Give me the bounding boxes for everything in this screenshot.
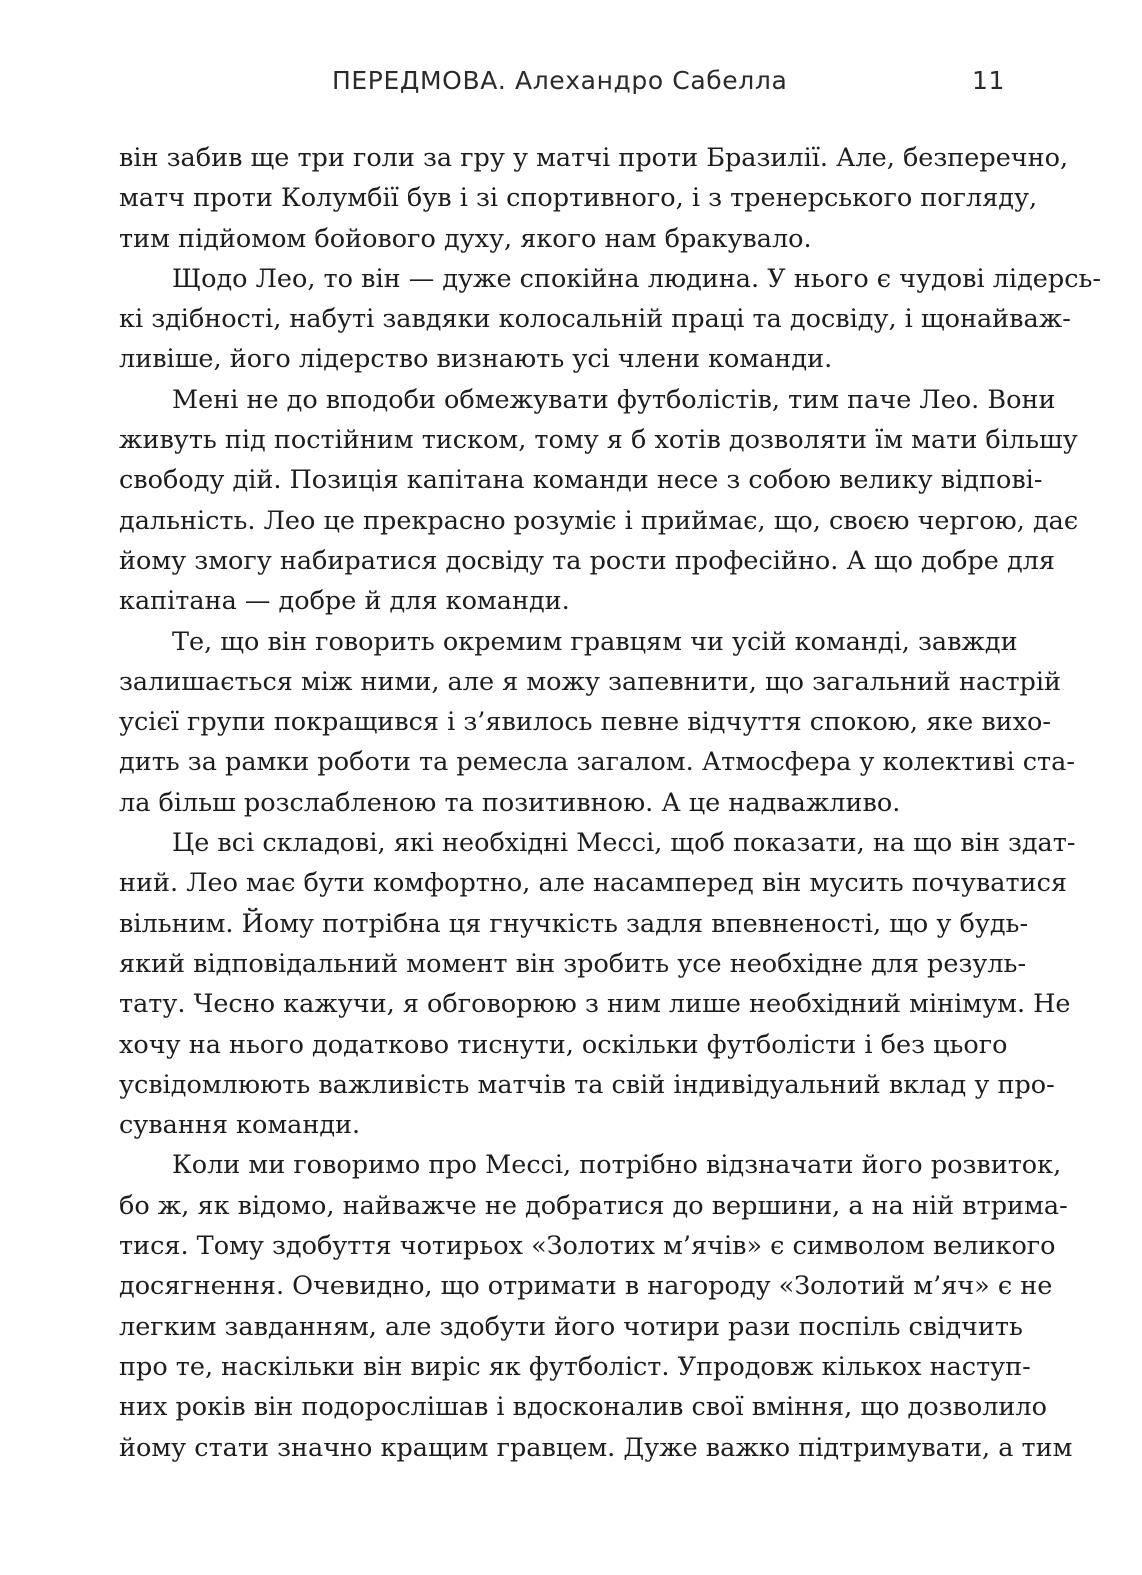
- text-line: матч проти Колумбії був і зі спортивного, і з тренерського погляду,: [119, 183, 1038, 214]
- text-line: Те, що він говорить окремим гравцям чи усій команді, завжди: [172, 626, 1018, 657]
- text-line: усієї групи покращився і з’явилось певне відчуття спокою, яке вихо-: [119, 707, 1052, 738]
- page-number: 11: [972, 66, 1006, 95]
- text-line: усвідомлюють важливість матчів та свій індивідуальний вклад у про-: [119, 1069, 1055, 1100]
- text-line: ний. Лео має бути комфортно, але насамперед він мусить почуватися: [119, 868, 1067, 899]
- text-line: ливіше, його лідерство визнають усі члени команди.: [119, 344, 833, 375]
- text-line: Мені не до вподоби обмежувати футболістів, тим паче Лео. Вони: [172, 384, 1056, 415]
- text-line: тату. Чесно кажучи, я обговорюю з ним лише необхідний мінімум. Не: [119, 989, 1071, 1020]
- text-line: йому змогу набиратися досвіду та рости професійно. А що добре для: [119, 545, 1055, 576]
- text-line: дить за рамки роботи та ремесла загалом. Атмосфера у колективі ста-: [119, 747, 1075, 778]
- text-line: сування команди.: [119, 1110, 361, 1141]
- text-line: про те, наскільки він виріс як футболіст. Упродовж кількох наступ-: [119, 1351, 1031, 1382]
- text-line: вільним. Йому потрібна ця гнучкість задля впевненості, що у будь-: [119, 908, 1029, 939]
- text-line: дальність. Лео це прекрасно розуміє і приймає, що, своєю чергою, дає: [119, 505, 1079, 536]
- body-text: [119, 138, 1101, 1468]
- text-line: залишається між ними, але я можу запевнити, що загальний настрій: [119, 666, 1062, 697]
- text-line: тися. Тому здобуття чотирьох «Золотих м’ячів» є символом великого: [119, 1231, 1056, 1262]
- text-line: тим підйомом бойового духу, якого нам бракувало.: [119, 223, 812, 254]
- text-line: легким завданням, але здобути його чотири рази поспіль свідчить: [119, 1311, 1023, 1342]
- text-line: він забив ще три голи за гру у матчі проти Бразилії. Але, безперечно,: [119, 143, 1069, 173]
- text-line: який відповідальний момент він зробить усе необхідне для резуль-: [119, 948, 1027, 979]
- text-line: ла більш розслабленою та позитивною. А це надважливо.: [119, 787, 901, 818]
- text-line: свободу дій. Позиція капітана команди несе з собою велику відпові-: [119, 465, 1043, 496]
- text-line: капітана — добре й для команди.: [119, 586, 570, 617]
- running-header: [0, 66, 1142, 102]
- running-head-title: ПЕРЕДМОВА. Алехандро Сабелла: [332, 66, 788, 95]
- text-line: живуть під постійним тиском, тому я б хотів дозволяти їм мати більшу: [119, 425, 1078, 456]
- text-line: йому стати значно кращим гравцем. Дуже важко підтримувати, а тим: [119, 1432, 1073, 1463]
- text-line: Щодо Лео, то він — дуже спокійна людина. У нього є чудові лідерсь-: [172, 263, 1101, 294]
- text-line: Це всі складові, які необхідні Мессі, щоб показати, на що він здат-: [172, 828, 1076, 859]
- text-line: Коли ми говоримо про Мессі, потрібно відзначати його розвиток,: [172, 1150, 1062, 1181]
- text-line: хочу на нього додатково тиснути, оскільки футболісти і без цього: [119, 1029, 1008, 1060]
- text-line: бо ж, як відомо, найважче не добратися до вершини, а на ній втрима-: [119, 1190, 1068, 1221]
- text-line: них років він подорослішав і вдосконалив свої вміння, що дозволило: [119, 1392, 1047, 1423]
- text-line: кі здібності, набуті завдяки колосальній праці та досвіду, і щонайваж-: [119, 304, 1071, 335]
- text-line: досягнення. Очевидно, що отримати в нагороду «Золотий м’яч» є не: [119, 1271, 1053, 1302]
